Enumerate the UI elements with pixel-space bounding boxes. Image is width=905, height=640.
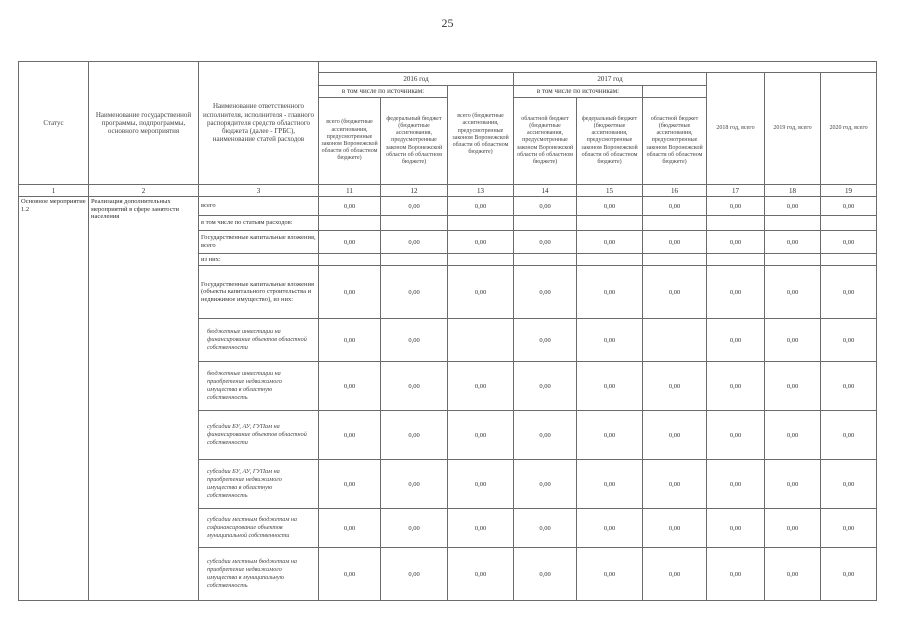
value-cell: 0,00 bbox=[643, 509, 707, 548]
value-cell bbox=[448, 319, 514, 362]
value-cell bbox=[514, 254, 577, 266]
value-cell bbox=[821, 216, 877, 231]
column-number: 2 bbox=[89, 185, 199, 197]
column-number: 16 bbox=[643, 185, 707, 197]
value-cell: 0,00 bbox=[821, 548, 877, 601]
value-cell: 0,00 bbox=[514, 411, 577, 460]
value-cell: 0,00 bbox=[707, 548, 765, 601]
table-row bbox=[19, 197, 877, 216]
value-cell: 0,00 bbox=[381, 231, 448, 254]
header-executor: Наименование ответственного исполнителя, исполнителя - главного распорядителя средств областного бюджета (далее - ГРБС), наименование статей расходов bbox=[199, 62, 319, 185]
value-cell: 0,00 bbox=[707, 460, 765, 509]
value-cell: 0,00 bbox=[514, 509, 577, 548]
value-cell: 0,00 bbox=[643, 266, 707, 319]
value-cell: 0,00 bbox=[514, 197, 577, 216]
value-cell: 0,00 bbox=[707, 319, 765, 362]
value-cell: 0,00 bbox=[765, 460, 821, 509]
column-number: 3 bbox=[199, 185, 319, 197]
value-cell: 0,00 bbox=[643, 197, 707, 216]
value-cell: 0,00 bbox=[765, 231, 821, 254]
expense-item-label: бюджетные инвестиции на приобретение недвижимого имущества в областную собственность bbox=[199, 362, 319, 411]
value-cell bbox=[821, 254, 877, 266]
expense-item-label: субсидии БУ, АУ, ГУПам на финансирование объектов областной собственности bbox=[199, 411, 319, 460]
column-number: 17 bbox=[707, 185, 765, 197]
expense-item-label: бюджетные инвестиции на финансирование объектов областной собственности bbox=[199, 319, 319, 362]
value-cell: 0,00 bbox=[514, 362, 577, 411]
value-cell: 0,00 bbox=[319, 231, 381, 254]
value-cell: 0,00 bbox=[821, 197, 877, 216]
value-cell bbox=[319, 216, 381, 231]
page-number: 25 bbox=[441, 16, 454, 30]
header-col-reg-2016: областной бюджет (бюджетные ассигнования, предусмотренные законом Воронежской области об областном бюджете) bbox=[514, 98, 577, 185]
value-cell bbox=[448, 254, 514, 266]
header-col-fed-2016: федеральный бюджет (бюджетные ассигнования, предусмотренные законом Воронежской области об областном бюджете) bbox=[381, 98, 448, 185]
value-cell: 0,00 bbox=[319, 548, 381, 601]
header-col-2019: 2019 год, всего bbox=[765, 73, 821, 185]
value-cell bbox=[707, 254, 765, 266]
header-col-2018: 2018 год, всего bbox=[707, 73, 765, 185]
value-cell: 0,00 bbox=[448, 509, 514, 548]
value-cell: 0,00 bbox=[643, 411, 707, 460]
value-cell: 0,00 bbox=[514, 266, 577, 319]
header-col-2020: 2020 год, всего bbox=[821, 73, 877, 185]
value-cell bbox=[381, 254, 448, 266]
value-cell bbox=[643, 216, 707, 231]
value-cell: 0,00 bbox=[821, 509, 877, 548]
value-cell: 0,00 bbox=[514, 548, 577, 601]
data-body bbox=[19, 197, 877, 601]
value-cell: 0,00 bbox=[381, 460, 448, 509]
value-cell: 0,00 bbox=[821, 231, 877, 254]
value-cell: 0,00 bbox=[577, 362, 643, 411]
value-cell bbox=[765, 254, 821, 266]
header-year-2016: 2016 год bbox=[319, 73, 514, 86]
value-cell: 0,00 bbox=[577, 509, 643, 548]
column-number: 13 bbox=[448, 185, 514, 197]
value-cell: 0,00 bbox=[765, 362, 821, 411]
header-program-name: Наименование государственной программы, подпрограммы, основного мероприятия bbox=[89, 62, 199, 185]
header-col-total-2016: всего (бюджетные ассигнования, предусмотренные законом Воронежской области об областном бюджете) bbox=[319, 98, 381, 185]
value-cell: 0,00 bbox=[707, 509, 765, 548]
column-number: 11 bbox=[319, 185, 381, 197]
expense-item-label: Государственные капитальные вложения (объекты капитального строительства и недвижимое имущество), из них: bbox=[199, 266, 319, 319]
value-cell: 0,00 bbox=[821, 460, 877, 509]
value-cell: 0,00 bbox=[821, 319, 877, 362]
value-cell: 0,00 bbox=[577, 197, 643, 216]
value-cell: 0,00 bbox=[765, 266, 821, 319]
value-cell bbox=[381, 216, 448, 231]
expense-item-label: субсидии местным бюджетам на приобретение недвижимого имущества в муниципальную собственность bbox=[199, 548, 319, 601]
value-cell: 0,00 bbox=[319, 411, 381, 460]
value-cell: 0,00 bbox=[765, 319, 821, 362]
value-cell: 0,00 bbox=[381, 411, 448, 460]
header-blank-row bbox=[19, 62, 877, 73]
header-status: Статус bbox=[19, 62, 89, 185]
value-cell: 0,00 bbox=[319, 197, 381, 216]
value-cell: 0,00 bbox=[765, 548, 821, 601]
value-cell: 0,00 bbox=[821, 411, 877, 460]
value-cell: 0,00 bbox=[577, 411, 643, 460]
value-cell: 0,00 bbox=[765, 411, 821, 460]
value-cell: 0,00 bbox=[707, 197, 765, 216]
value-cell: 0,00 bbox=[707, 231, 765, 254]
value-cell bbox=[319, 254, 381, 266]
value-cell bbox=[514, 216, 577, 231]
value-cell: 0,00 bbox=[577, 231, 643, 254]
value-cell: 0,00 bbox=[821, 266, 877, 319]
header-year-2017: 2017 год bbox=[514, 73, 707, 86]
value-cell: 0,00 bbox=[448, 548, 514, 601]
value-cell bbox=[643, 254, 707, 266]
value-cell: 0,00 bbox=[319, 319, 381, 362]
value-cell: 0,00 bbox=[448, 231, 514, 254]
value-cell: 0,00 bbox=[381, 362, 448, 411]
value-cell: 0,00 bbox=[643, 460, 707, 509]
expense-item-label: субсидии БУ, АУ, ГУПам на приобретение недвижимого имущества в областную собственность bbox=[199, 460, 319, 509]
value-cell: 0,00 bbox=[577, 319, 643, 362]
header-col-fed-2017: федеральный бюджет (бюджетные ассигнования, предусмотренные законом Воронежской области об областном бюджете) bbox=[577, 98, 643, 185]
value-cell: 0,00 bbox=[765, 197, 821, 216]
value-cell: 0,00 bbox=[448, 362, 514, 411]
value-cell: 0,00 bbox=[319, 362, 381, 411]
value-cell bbox=[577, 254, 643, 266]
header-sources-2017: в том числе по источникам: bbox=[514, 85, 643, 98]
column-number-row bbox=[19, 185, 877, 197]
value-cell: 0,00 bbox=[577, 266, 643, 319]
value-cell: 0,00 bbox=[643, 548, 707, 601]
expense-item-label: в том числе по статьям расходов: bbox=[199, 216, 319, 231]
expense-item-label: субсидии местным бюджетам на софинансирование объектов муниципальной собственности bbox=[199, 509, 319, 548]
header-col-reg-2017: областной бюджет (бюджетные ассигнования, предусмотренные законом Воронежской области об областном бюджете) bbox=[643, 98, 707, 185]
value-cell bbox=[765, 216, 821, 231]
column-number: 18 bbox=[765, 185, 821, 197]
value-cell: 0,00 bbox=[448, 266, 514, 319]
value-cell: 0,00 bbox=[381, 197, 448, 216]
column-number: 12 bbox=[381, 185, 448, 197]
expense-item-label: Государственные капитальные вложения, всего bbox=[199, 231, 319, 254]
value-cell bbox=[448, 216, 514, 231]
value-cell: 0,00 bbox=[514, 460, 577, 509]
program-cell: Реализация дополнительных мероприятий в сфере занятости населения bbox=[89, 197, 199, 601]
value-cell: 0,00 bbox=[448, 197, 514, 216]
value-cell: 0,00 bbox=[381, 548, 448, 601]
value-cell bbox=[577, 216, 643, 231]
value-cell bbox=[643, 319, 707, 362]
header-sources-blank bbox=[643, 85, 707, 98]
value-cell: 0,00 bbox=[707, 362, 765, 411]
value-cell: 0,00 bbox=[319, 266, 381, 319]
expense-item-label: всего bbox=[199, 197, 319, 216]
value-cell: 0,00 bbox=[643, 231, 707, 254]
value-cell: 0,00 bbox=[821, 362, 877, 411]
value-cell: 0,00 bbox=[707, 411, 765, 460]
header-top-blank bbox=[319, 62, 877, 73]
value-cell: 0,00 bbox=[448, 411, 514, 460]
value-cell: 0,00 bbox=[381, 509, 448, 548]
value-cell: 0,00 bbox=[319, 460, 381, 509]
expense-item-label: из них: bbox=[199, 254, 319, 266]
value-cell: 0,00 bbox=[514, 319, 577, 362]
value-cell bbox=[707, 216, 765, 231]
value-cell: 0,00 bbox=[319, 509, 381, 548]
value-cell: 0,00 bbox=[707, 266, 765, 319]
value-cell: 0,00 bbox=[765, 509, 821, 548]
status-cell: Основное мероприятие 1.2 bbox=[19, 197, 89, 601]
header-sources-2016: в том числе по источникам: bbox=[319, 85, 448, 98]
value-cell: 0,00 bbox=[514, 231, 577, 254]
column-number: 1 bbox=[19, 185, 89, 197]
value-cell: 0,00 bbox=[643, 362, 707, 411]
value-cell: 0,00 bbox=[448, 460, 514, 509]
budget-table bbox=[18, 61, 877, 601]
value-cell: 0,00 bbox=[577, 548, 643, 601]
value-cell: 0,00 bbox=[381, 319, 448, 362]
column-number: 15 bbox=[577, 185, 643, 197]
value-cell: 0,00 bbox=[381, 266, 448, 319]
header-col-total-2017: всего (бюджетные ассигнования, предусмотренные законом Воронежской области об областном бюджете) bbox=[448, 85, 514, 185]
column-number: 14 bbox=[514, 185, 577, 197]
value-cell: 0,00 bbox=[577, 460, 643, 509]
column-number: 19 bbox=[821, 185, 877, 197]
